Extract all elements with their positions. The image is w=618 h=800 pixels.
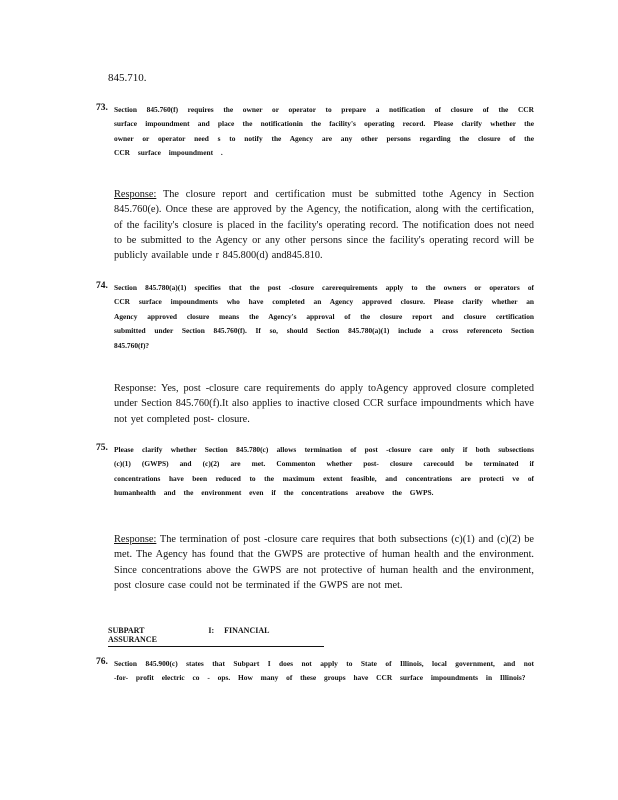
response-text: The termination of post -closure care requires that both subsections (c)(1) and (c)(2) be met. The Agency has found that the GWPS are protective of human health and the environment. Since concentrations above the GWPS are not protective of human health and the environment, post closure case could not be terminated if the GWPS are not met. <box>114 534 534 591</box>
question-75 <box>96 443 534 501</box>
response-text: The closure report and certification must be submitted tothe Agency in Section 845.760(e). Once these are approved by the Agency, the notification, along with the certification, of the facility's closure is placed in the facility's operating record. The notification does not need to be submitted to the Agency or any other persons since the facility's operating record will be publicly available unde r 845.800(d) and845.810. <box>114 189 534 262</box>
question-number: 76. <box>96 657 108 667</box>
subpart-title: FINANCIAL ASSURANCE <box>108 626 270 644</box>
response-74 <box>114 381 534 427</box>
question-text: Section 845.760(f) requires the owner or operator to prepare a notification of closure of the CCR surface impoundment and place the notificationin the facility's operating record. Please clarify whether the owner or operator need s to notify the Agency are any other persons regarding the closure of the CCR surface impoundment . <box>114 105 534 158</box>
question-text: Section 845.780(a)(1) specifies that the post -closure carerequirements apply to the owners or operators of CCR surface impoundments who have completed an Agency approved closure. Please clarify whether an Agency approved closure means the Agency's approval of the closure report and closure certification submitted under Section 845.760(f). If so, should Section 845.780(a)(1) include a cross referenceto Section 845.760(f)? <box>114 283 534 350</box>
question-text: Please clarify whether Section 845.780(c) allows termination of post -closure care only if both subsections (c)(1) (GWPS) and (c)(2) are met. Commenton whether post- closure carecould be terminated if concentrations have been reduced to the maximum extent feasible, and concentrations are protecti ve of humanhealth and the environment even if the concentrations areabove the GWPS. <box>114 445 534 498</box>
page-fragment: 845.710. <box>108 72 147 84</box>
response-73 <box>114 187 534 263</box>
response-75 <box>114 532 534 593</box>
subpart-heading <box>108 626 324 647</box>
question-number: 74. <box>96 281 108 291</box>
subpart-number: I: <box>208 626 215 635</box>
question-text: Section 845.900(c) states that Subpart I does not apply to State of Illinois, local government, and not -for- profit electric co - ops. How many of these groups have CCR surface impoundments in Illinois? <box>114 659 534 683</box>
question-74 <box>96 281 534 353</box>
question-number: 73. <box>96 103 108 113</box>
response-label: Response: <box>114 189 157 200</box>
response-label: Response: <box>114 534 157 545</box>
subpart-label: SUBPART <box>108 626 145 635</box>
question-76 <box>96 657 534 686</box>
question-73 <box>96 103 534 161</box>
question-number: 75. <box>96 443 108 453</box>
response-text: Response: Yes, post -closure care requirements do apply toAgency approved closure completed under Section 845.760(f).It also applies to inactive closed CCR surface impoundments which have not yet completed post- closure. <box>114 383 534 425</box>
